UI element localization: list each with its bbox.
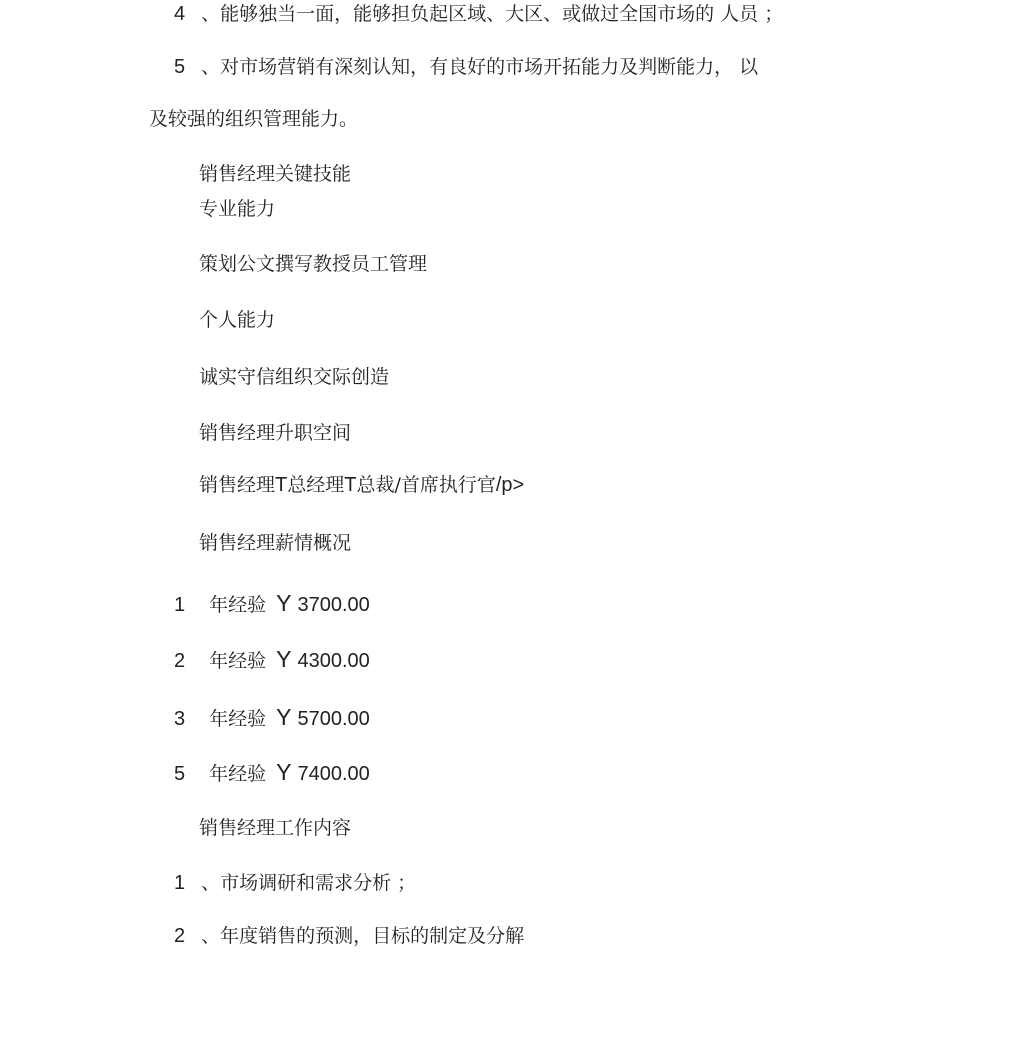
salary-unit: 年经验 — [209, 594, 267, 616]
salary-years: 2 — [174, 650, 186, 672]
salary-unit: 年经验 — [209, 650, 267, 672]
list-number: 2 — [174, 925, 186, 947]
requirement-text: 、对市场营销有深刻认知，有良好的市场开拓能力及判断能力， 以 — [201, 56, 759, 78]
currency-symbol: Y — [276, 759, 292, 785]
requirement-item-4 — [174, 1, 783, 27]
salary-amount: 7400.00 — [297, 763, 370, 785]
salary-heading: 销售经理薪情概况 — [199, 532, 352, 554]
personal-ability-items: 诚实守信组织交际创造 — [199, 366, 390, 388]
list-number: 4 — [174, 3, 186, 25]
promotion-tail-text: /p> — [495, 474, 525, 496]
salary-row — [174, 646, 370, 674]
salary-amount: 4300.00 — [297, 650, 370, 672]
salary-amount: 5700.00 — [297, 708, 370, 730]
professional-ability-label: 专业能力 — [199, 198, 276, 220]
requirement-item-5-continuation: 及较强的组织管理能力。 — [149, 108, 359, 130]
salary-row — [174, 590, 370, 618]
requirement-item-5 — [174, 54, 758, 80]
salary-amount: 3700.00 — [297, 594, 370, 616]
duties-heading: 销售经理工作内容 — [199, 817, 352, 839]
requirement-text: 、能够独当一面，能够担负起区域、大区、或做过全国市场的 人员 ； — [201, 3, 784, 25]
salary-row — [174, 704, 370, 732]
promotion-step-general-manager: 总经理 — [287, 474, 345, 496]
salary-years: 5 — [174, 763, 186, 785]
promotion-arrow-glyph: T — [275, 474, 288, 496]
promotion-arrow-glyph: T — [344, 474, 357, 496]
salary-years: 1 — [174, 594, 186, 616]
currency-symbol: Y — [276, 590, 292, 616]
personal-ability-label: 个人能力 — [199, 309, 276, 331]
professional-ability-items: 策划公文撰写教授员工管理 — [199, 253, 428, 275]
salary-unit: 年经验 — [209, 708, 267, 730]
duty-item — [174, 923, 524, 949]
duty-text: 、市场调研和需求分析 ； — [201, 872, 417, 894]
duty-text: 、年度销售的预测，目标的制定及分解 — [201, 925, 525, 947]
skills-heading: 销售经理关键技能 — [199, 163, 352, 185]
promotion-step-sales-manager: 销售经理 — [199, 474, 276, 496]
promotion-heading: 销售经理升职空间 — [199, 422, 352, 444]
list-number: 5 — [174, 56, 186, 78]
duty-item — [174, 870, 416, 896]
currency-symbol: Y — [276, 704, 292, 730]
salary-row — [174, 759, 370, 787]
currency-symbol: Y — [276, 646, 292, 672]
promotion-path — [199, 472, 524, 498]
salary-years: 3 — [174, 708, 186, 730]
promotion-step-ceo: 总裁/首席执行官 — [356, 474, 496, 496]
salary-unit: 年经验 — [209, 763, 267, 785]
list-number: 1 — [174, 872, 186, 894]
